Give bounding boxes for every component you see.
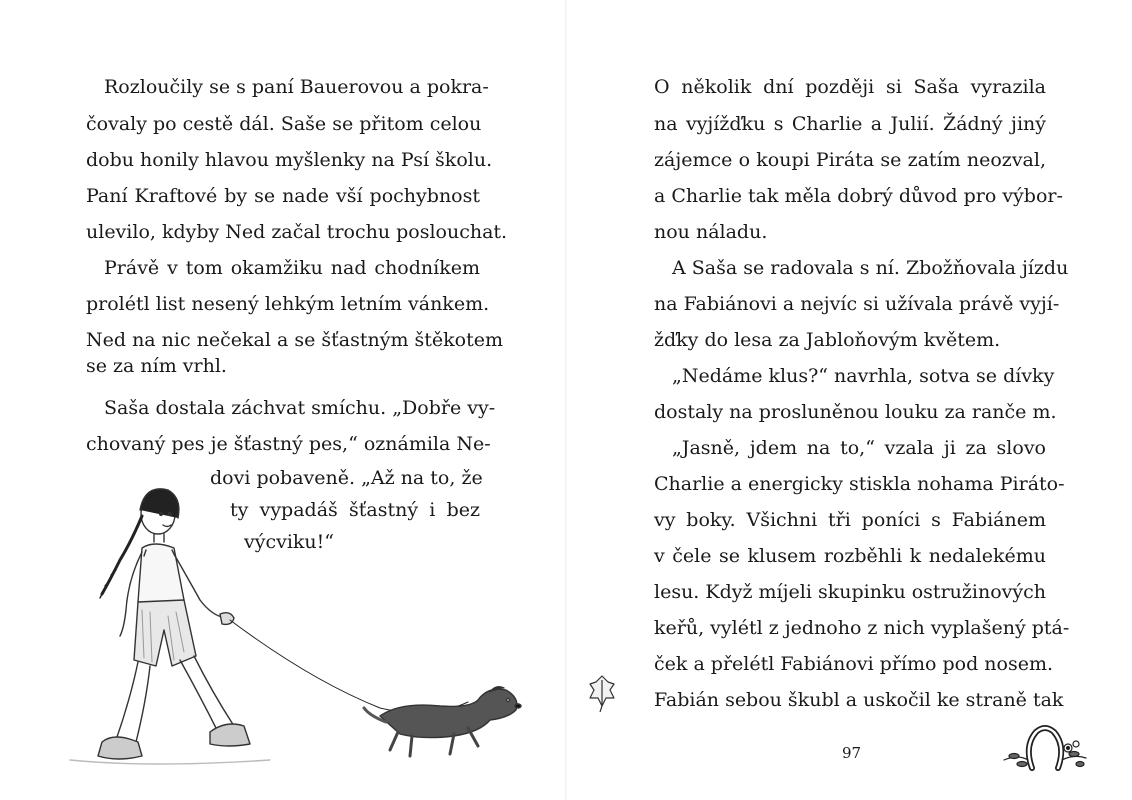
left-line: Ned na nic nečekal a se šťastným štěkotem xyxy=(86,329,503,351)
left-line: se za ním vrhl. xyxy=(86,355,227,377)
right-line: zájemce o koupi Piráta se zatím neozval, xyxy=(654,149,1046,171)
left-line: prolétl list nesený lehkým letním vánkem. xyxy=(86,293,490,315)
right-line: „Jasně, jdem na to,“ vzala ji za slovo xyxy=(672,437,1046,459)
left-line: dovi pobaveně. „Až na to, že xyxy=(210,467,483,489)
horseshoe-ornament-icon xyxy=(1002,720,1088,776)
girl-walking-dog-illustration xyxy=(50,470,550,785)
left-line: ulevilo, kdyby Ned začal trochu poslouchat. xyxy=(86,221,508,243)
right-line: lesu. Když míjeli skupinku ostružinových xyxy=(654,581,1046,603)
right-line: Fabián sebou škubl a uskočil ke straně tak xyxy=(654,689,1064,711)
right-line: vy boky. Všichni tři poníci s Fabiánem xyxy=(654,509,1046,531)
right-line: O několik dní později si Saša vyrazila xyxy=(654,76,1046,98)
left-line: Rozloučily se s paní Bauerovou a pokra- xyxy=(104,76,489,98)
right-line: Charlie a energicky stiskla nohama Piráto- xyxy=(654,473,1065,495)
left-line: chovaný pes je šťastný pes,“ oznámila Ne- xyxy=(86,433,491,455)
right-line: nou náladu. xyxy=(654,221,768,243)
right-line: ček a přelétl Fabiánovi přímo pod nosem. xyxy=(654,653,1054,675)
left-line: Saša dostala záchvat smíchu. „Dobře vy- xyxy=(104,397,496,419)
right-line: dostaly na prosluněnou louku za ranče m. xyxy=(654,401,1057,423)
left-line: výcviku!“ xyxy=(244,531,335,553)
right-line: a Charlie tak měla dobrý důvod pro výbor- xyxy=(654,185,1063,207)
left-line: čovaly po cestě dál. Saše se přitom celou xyxy=(86,113,482,135)
left-line: dobu honily hlavou myšlenky na Psí školu. xyxy=(86,149,493,171)
left-line: Právě v tom okamžiku nad chodníkem xyxy=(104,257,480,279)
right-line: keřů, vylétl z jednoho z nich vyplašený ptá- xyxy=(654,617,1070,639)
right-line: A Saša se radovala s ní. Zbožňovala jízdu xyxy=(672,257,1069,279)
right-line: na vyjížďku s Charlie a Julií. Žádný jiný xyxy=(654,113,1046,135)
right-line: na Fabiánovi a nejvíc si užívala právě vyjí- xyxy=(654,293,1060,315)
left-line: Paní Kraftové by se nade vší pochybnost xyxy=(86,185,480,207)
right-line: „Nedáme klus?“ navrhla, sotva se dívky xyxy=(672,365,1055,387)
right-line: v čele se klusem rozběhli k nedalekému xyxy=(654,545,1046,567)
left-line: ty vypadáš šťastný i bez xyxy=(230,499,480,521)
right-line: žďky do lesa za Jabloňovým květem. xyxy=(654,329,1001,351)
page-number: 97 xyxy=(842,744,862,762)
